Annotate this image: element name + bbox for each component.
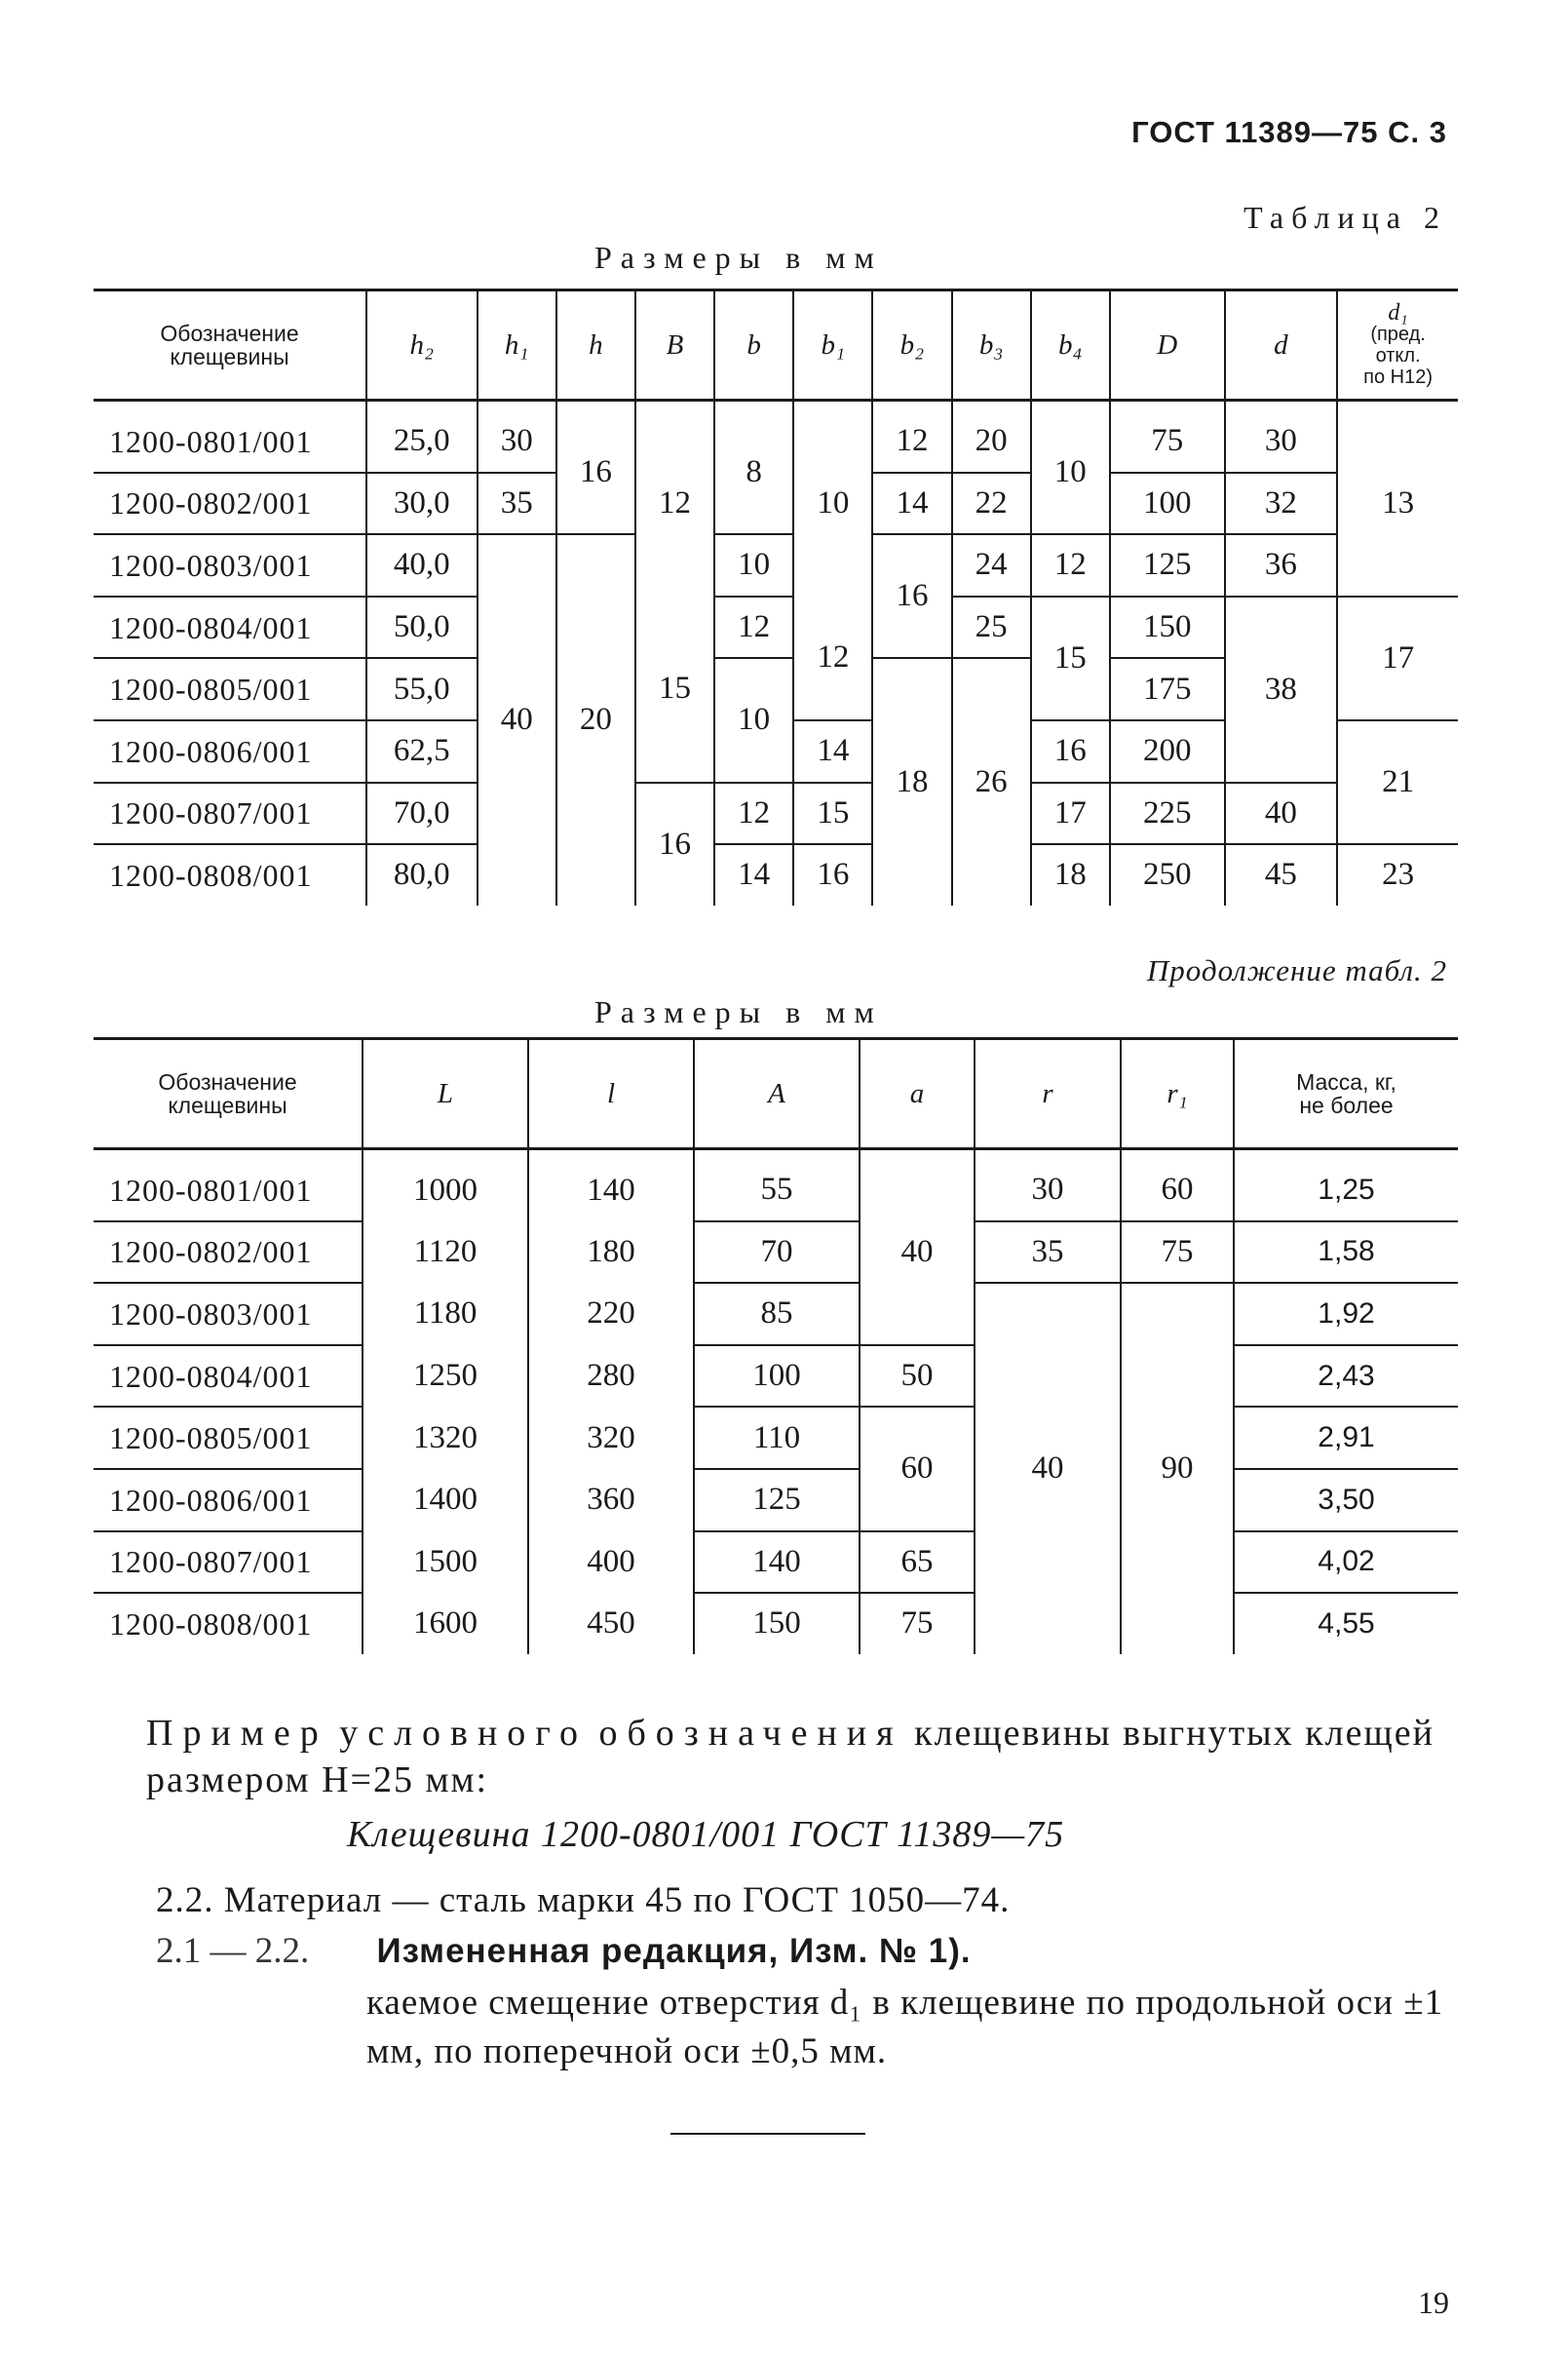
l-cell: 360 xyxy=(528,1469,694,1531)
table-continuation-label: Продолжение табл. 2 xyxy=(1146,953,1447,987)
header-d: d xyxy=(1225,290,1338,401)
l-cell: 280 xyxy=(528,1345,694,1408)
header-l: l xyxy=(528,1039,694,1149)
d-cell: 40 xyxy=(1225,783,1338,845)
mass-cell: 1,92 xyxy=(1234,1283,1458,1345)
a-cell: 60 xyxy=(860,1407,975,1530)
A-cell: 110 xyxy=(694,1407,860,1469)
designation-example-paragraph xyxy=(146,1710,1452,1803)
document-header xyxy=(1131,115,1447,150)
material-clause: 2.2. Материал — сталь марки 45 по ГОСТ 1050—74. xyxy=(156,1880,1011,1920)
D-cell: 100 xyxy=(1110,473,1225,535)
header-r: r xyxy=(975,1039,1121,1149)
b3-cell: 24 xyxy=(952,534,1031,597)
header-L: L xyxy=(363,1039,528,1149)
d1-cell: 17 xyxy=(1337,597,1458,720)
designation-cell: 1200-0806/001 xyxy=(94,720,366,783)
b2-cell: 18 xyxy=(872,658,951,905)
r1-cell: 75 xyxy=(1121,1221,1234,1284)
header-d1 xyxy=(1337,290,1458,401)
header-text: d₁ xyxy=(1388,300,1408,326)
b1-cell: 14 xyxy=(793,720,872,783)
a-cell: 40 xyxy=(860,1149,975,1345)
l-cell: 450 xyxy=(528,1593,694,1654)
B-cell: 15 xyxy=(635,597,714,783)
designation-cell: 1200-0804/001 xyxy=(94,597,366,659)
example-word: условного xyxy=(339,1713,588,1754)
header-b: b xyxy=(714,290,793,401)
mass-cell: 4,02 xyxy=(1234,1531,1458,1594)
designation-cell: 1200-0801/001 xyxy=(94,401,366,473)
dimensions-table xyxy=(94,289,1458,906)
designation-cell: 1200-0802/001 xyxy=(94,473,366,535)
l-cell: 180 xyxy=(528,1221,694,1284)
b4-cell: 10 xyxy=(1031,401,1110,535)
header-text: откл. xyxy=(1375,345,1421,367)
header-text: по H12) xyxy=(1363,367,1434,388)
designation-cell: 1200-0806/001 xyxy=(94,1469,363,1531)
b3-cell: 22 xyxy=(952,473,1031,535)
L-cell: 1000 xyxy=(363,1149,528,1221)
h2-cell: 40,0 xyxy=(366,534,478,597)
B-cell: 12 xyxy=(635,401,714,597)
L-cell: 1120 xyxy=(363,1221,528,1284)
dimensions-mass-table xyxy=(94,1037,1458,1654)
L-cell: 1600 xyxy=(363,1593,528,1654)
h2-cell: 25,0 xyxy=(366,401,478,473)
table-row xyxy=(94,1593,1458,1654)
header-text: (пред. xyxy=(1370,324,1426,345)
header-text: клещевины xyxy=(170,344,289,369)
b2-cell: 16 xyxy=(872,534,951,658)
A-cell: 150 xyxy=(694,1593,860,1654)
h1-cell: 40 xyxy=(478,534,556,906)
l-cell: 320 xyxy=(528,1407,694,1469)
b3-cell: 20 xyxy=(952,401,1031,473)
L-cell: 1250 xyxy=(363,1345,528,1408)
b-cell: 10 xyxy=(714,658,793,782)
header-h1: h₁ xyxy=(478,290,556,401)
header-text: не более xyxy=(1299,1093,1394,1118)
r-cell: 30 xyxy=(975,1149,1121,1221)
h1-cell: 30 xyxy=(478,401,556,473)
designation-cell: 1200-0801/001 xyxy=(94,1149,363,1221)
table-row xyxy=(94,534,1458,597)
A-cell: 70 xyxy=(694,1221,860,1284)
header-mass xyxy=(1234,1039,1458,1149)
b4-cell: 16 xyxy=(1031,720,1110,783)
b4-cell: 17 xyxy=(1031,783,1110,845)
mass-cell: 2,91 xyxy=(1234,1407,1458,1469)
h1-cell: 35 xyxy=(478,473,556,535)
clause-number: 2.1 — 2.2. xyxy=(156,1931,310,1971)
header-A: A xyxy=(694,1039,860,1149)
designation-cell: 1200-0803/001 xyxy=(94,534,366,597)
b-cell: 8 xyxy=(714,401,793,535)
table-row xyxy=(94,1345,1458,1408)
designation-cell: 1200-0802/001 xyxy=(94,1221,363,1284)
offset-clause: каемое смещение отверстия d₁ в клещевине по продольной оси ±1 мм, по поперечной оси ±0,5 мм. xyxy=(366,1983,1444,2071)
table-header-row xyxy=(94,290,1458,401)
b-cell: 12 xyxy=(714,597,793,659)
designation-cell: 1200-0807/001 xyxy=(94,783,366,845)
h2-cell: 50,0 xyxy=(366,597,478,659)
example-word: обозначения xyxy=(598,1713,903,1754)
mass-cell: 1,58 xyxy=(1234,1221,1458,1284)
b-cell: 10 xyxy=(714,534,793,597)
header-D: D xyxy=(1110,290,1225,401)
header-r1: r₁ xyxy=(1121,1039,1234,1149)
b-cell: 12 xyxy=(714,783,793,845)
b3-cell: 26 xyxy=(952,658,1031,905)
header-b2: b₂ xyxy=(872,290,951,401)
mass-cell: 3,50 xyxy=(1234,1469,1458,1531)
D-cell: 75 xyxy=(1110,401,1225,473)
b3-cell: 25 xyxy=(952,597,1031,659)
header-h2: h₂ xyxy=(366,290,478,401)
table-row xyxy=(94,401,1458,473)
designation-header xyxy=(94,1039,363,1149)
r1-cell: 60 xyxy=(1121,1149,1234,1221)
b2-cell: 12 xyxy=(872,401,951,473)
B-cell: 16 xyxy=(635,783,714,906)
D-cell: 250 xyxy=(1110,844,1225,906)
b-cell: 14 xyxy=(714,844,793,906)
b4-cell: 15 xyxy=(1031,597,1110,720)
designation-cell: 1200-0804/001 xyxy=(94,1345,363,1408)
D-cell: 125 xyxy=(1110,534,1225,597)
header-text: Обозначение xyxy=(158,1069,297,1095)
d-cell: 38 xyxy=(1225,597,1338,783)
d-cell: 45 xyxy=(1225,844,1338,906)
A-cell: 125 xyxy=(694,1469,860,1531)
mass-cell: 1,25 xyxy=(1234,1149,1458,1221)
D-cell: 200 xyxy=(1110,720,1225,783)
header-b4: b₄ xyxy=(1031,290,1110,401)
L-cell: 1320 xyxy=(363,1407,528,1469)
header-a: a xyxy=(860,1039,975,1149)
table2-units: Размеры в мм xyxy=(594,994,883,1029)
table1-units: Размеры в мм xyxy=(594,240,883,275)
L-cell: 1500 xyxy=(363,1531,528,1594)
mass-cell: 4,55 xyxy=(1234,1593,1458,1654)
b4-cell: 18 xyxy=(1031,844,1110,906)
header-b1: b₁ xyxy=(793,290,872,401)
b1-cell: 12 xyxy=(793,597,872,720)
L-cell: 1400 xyxy=(363,1469,528,1531)
header-B: B xyxy=(635,290,714,401)
r-cell: 35 xyxy=(975,1221,1121,1284)
A-cell: 100 xyxy=(694,1345,860,1408)
h2-cell: 70,0 xyxy=(366,783,478,845)
r1-cell: 90 xyxy=(1121,1283,1234,1654)
table-label: Таблица 2 xyxy=(1243,200,1447,235)
h2-cell: 62,5 xyxy=(366,720,478,783)
table-row xyxy=(94,1469,1458,1531)
table-header-row xyxy=(94,1039,1458,1149)
table-row xyxy=(94,783,1458,845)
L-cell: 1180 xyxy=(363,1283,528,1345)
a-cell: 50 xyxy=(860,1345,975,1408)
header-h: h xyxy=(556,290,635,401)
header-text: Обозначение xyxy=(160,321,299,346)
example-word: Пример xyxy=(146,1713,328,1754)
designation-cell: 1200-0808/001 xyxy=(109,1605,313,1642)
standard-number: ГОСТ 11389—75 xyxy=(1131,115,1379,149)
table-row xyxy=(94,1149,1458,1221)
b4-cell: 12 xyxy=(1031,534,1110,597)
designation-cell: 1200-0805/001 xyxy=(94,658,366,720)
a-cell: 75 xyxy=(860,1593,975,1654)
header-text: клещевины xyxy=(168,1093,287,1118)
l-cell: 220 xyxy=(528,1283,694,1345)
l-cell: 140 xyxy=(528,1149,694,1221)
header-text: Масса, кг, xyxy=(1296,1069,1396,1095)
example-text: клещевины выгнутых клещей размером H=25 мм: xyxy=(146,1713,1434,1800)
table-row xyxy=(94,1283,1458,1345)
d-cell: 32 xyxy=(1225,473,1338,535)
d1-cell: 21 xyxy=(1337,720,1458,844)
l-cell: 400 xyxy=(528,1531,694,1594)
d1-cell: 13 xyxy=(1337,401,1458,597)
table-row xyxy=(94,1407,1458,1469)
r-cell: 40 xyxy=(975,1283,1121,1654)
D-cell: 225 xyxy=(1110,783,1225,845)
designation-cell: 1200-0807/001 xyxy=(94,1531,363,1594)
h-cell: 16 xyxy=(556,401,635,535)
page-indicator: С. 3 xyxy=(1388,115,1447,149)
mass-cell: 2,43 xyxy=(1234,1345,1458,1408)
amendment-note xyxy=(156,1930,972,1972)
designation-header xyxy=(94,290,366,401)
table-row xyxy=(94,1221,1458,1284)
designation-cell: 1200-0808/001 xyxy=(109,857,313,893)
table-row xyxy=(94,1531,1458,1594)
A-cell: 55 xyxy=(694,1149,860,1221)
h2-cell: 30,0 xyxy=(366,473,478,535)
d1-cell: 23 xyxy=(1337,844,1458,906)
d-cell: 36 xyxy=(1225,534,1338,597)
D-cell: 175 xyxy=(1110,658,1225,720)
D-cell: 150 xyxy=(1110,597,1225,659)
header-b3: b₃ xyxy=(952,290,1031,401)
designation-cell: 1200-0803/001 xyxy=(94,1283,363,1345)
table-row xyxy=(94,597,1458,659)
b1-cell: 10 xyxy=(793,401,872,597)
designation-example: Клещевина 1200-0801/001 ГОСТ 11389—75 xyxy=(347,1814,1065,1855)
A-cell: 85 xyxy=(694,1283,860,1345)
designation-cell: 1200-0805/001 xyxy=(94,1407,363,1469)
amendment-text: Измененная редакция, Изм. № 1). xyxy=(376,1932,972,1970)
A-cell: 140 xyxy=(694,1531,860,1594)
a-cell: 65 xyxy=(860,1531,975,1594)
footnote-divider xyxy=(670,2133,865,2135)
h-cell: 20 xyxy=(556,534,635,906)
table-row xyxy=(94,844,1458,906)
b1-cell: 16 xyxy=(793,844,872,906)
h2-cell: 80,0 xyxy=(366,844,478,906)
page-number: 19 xyxy=(1418,2285,1449,2320)
b2-cell: 14 xyxy=(872,473,951,535)
b1-cell: 15 xyxy=(793,783,872,845)
h2-cell: 55,0 xyxy=(366,658,478,720)
d-cell: 30 xyxy=(1225,401,1338,473)
